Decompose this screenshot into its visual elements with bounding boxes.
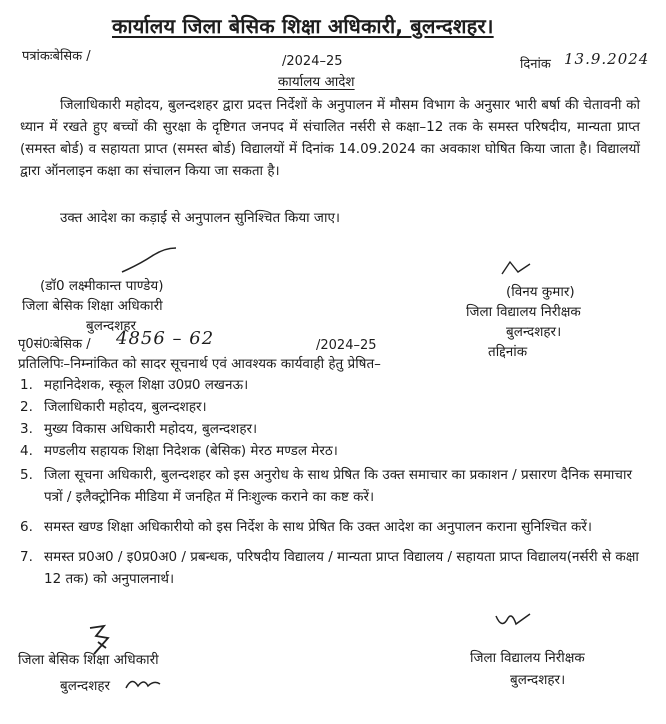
footer-signature-right xyxy=(494,610,534,634)
right-signatory-place: बुलन्दशहर। xyxy=(506,324,562,340)
signature-mark-left xyxy=(120,246,180,276)
handwritten-date: 13.9.2024 xyxy=(564,50,650,68)
list-item: 5. जिला सूचना अधिकारी, बुलन्दशहर को इस अनुरोध के साथ प्रेषित कि उक्त समाचार का प्रकाशन / प्रसारण दैनिक समाचार पत्रों / इलैक्ट्रोनिक मीडिया में जनहित में निःशुल्क कराने का कष्ट करें। xyxy=(20,467,632,505)
copy-ref-year: /2024–25 xyxy=(316,338,377,353)
list-item: 1. महानिदेशक, स्कूल शिक्षा उ0प्र0 लखनऊ। xyxy=(20,377,249,393)
list-item: 2. जिलाधिकारी महोदय, बुलन्दशहर। xyxy=(20,399,207,415)
footer-right-place: बुलन्दशहर। xyxy=(510,672,566,688)
right-signatory-name: (विनय कुमार) xyxy=(506,284,575,300)
letter-number-label: पत्रांकःबेसिक / xyxy=(22,49,91,64)
distribution-list xyxy=(20,374,640,590)
compliance-line: उक्त आदेश का कड़ाई से अनुपालन सुनिश्चित किया जाए। xyxy=(60,210,341,226)
date-label: दिनांक xyxy=(520,57,551,72)
footer-left-place: बुलन्दशहर xyxy=(60,678,111,694)
letter-number-year: /2024–25 xyxy=(282,54,343,69)
list-item: 4. मण्डलीय सहायक शिक्षा निदेशक (बेसिक) मेरठ मण्डल मेरठ। xyxy=(20,443,338,459)
left-signatory-place: बुलन्दशहर xyxy=(86,318,137,334)
copy-ref-handwritten: 4856 – 62 xyxy=(116,328,215,349)
right-signatory-designation: जिला विद्यालय निरीक्षक xyxy=(466,304,581,320)
list-item: 7. समस्त प्र0अ0 / इ0प्र0अ0 / प्रबन्धक, परिषदीय विद्यालय / मान्यता प्राप्त विद्यालय / सहायता प्राप्त विद्यालय(नर्सरी से कक्षा 12 तक) को अनुपालनार्थ। xyxy=(20,549,639,587)
order-paragraph: जिलाधिकारी महोदय, बुलन्दशहर द्वारा प्रदत्त निर्देशों के अनुपालन में मौसम विभाग के अनुसार भारी बर्षा की चेतावनी को ध्यान में रखते हुए बच्चों की सुरक्षा के दृष्टिगत जनपद में संचालित नर्सरी से कक्षा–12 तक के समस्त परिषदीय, मान्यता प्राप्त (समस्त बोर्ड) व सहायता प्राप्त (समस्त बोर्ड) विद्यालयों में दिनांक 14.09.2024 का अवकाश घोषित किया जाता है। विद्यालयों द्वारा ऑनलाइन कक्षा का संचालन किया जा सकता है। xyxy=(20,97,640,179)
right-signatory-date: तद्दिनांक xyxy=(488,344,528,360)
footer-left-designation: जिला बेसिक शिक्षा अधिकारी xyxy=(18,652,159,668)
left-signatory-designation: जिला बेसिक शिक्षा अधिकारी xyxy=(22,298,163,314)
list-item: 6. समस्त खण्ड शिक्षा अधिकारीयो को इस निर्देश के साथ प्रेषित कि उक्त आदेश का अनुपालन कराना सुनिश्चित करें। xyxy=(20,519,593,535)
list-item: 3. मुख्य विकास अधिकारी महोदय, बुलन्दशहर। xyxy=(20,421,258,437)
footer-right-designation: जिला विद्यालय निरीक्षक xyxy=(470,650,585,666)
footer-initials-left xyxy=(124,674,164,692)
order-heading: कार्यालय आदेश xyxy=(278,74,355,90)
left-signatory-name: (डॉ0 लक्ष्मीकान्त पाण्डेय) xyxy=(40,278,164,294)
signature-mark-right xyxy=(500,258,540,278)
copy-ref-label: पृ0सं0ःबेसिक / xyxy=(18,337,91,352)
copy-intro: प्रतिलिपिः–निम्नांकित को सादर सूचनार्थ एवं आवश्यक कार्यवाही हेतु प्रेषित– xyxy=(18,356,381,372)
office-title: कार्यालय जिला बेसिक शिक्षा अधिकारी, बुलन्दशहर। xyxy=(112,14,494,38)
